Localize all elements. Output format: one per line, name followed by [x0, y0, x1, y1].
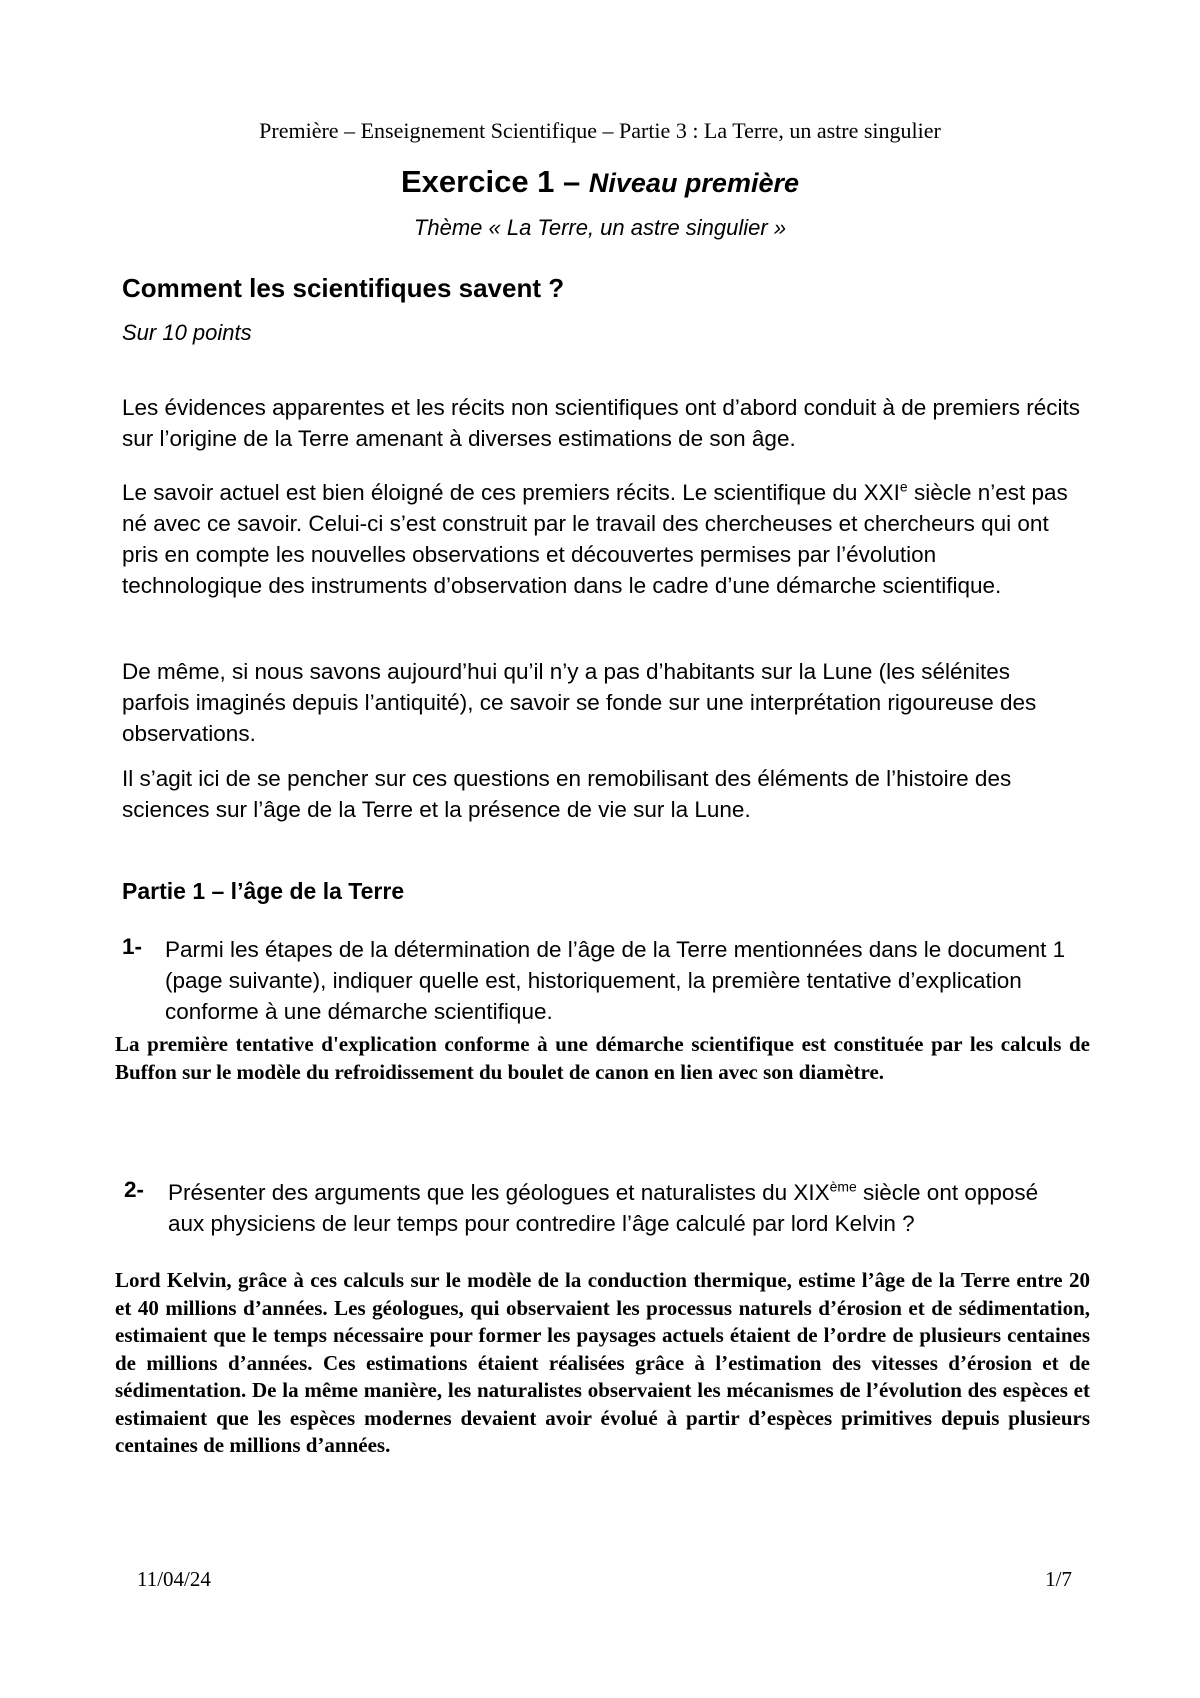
- question-2-before: Présenter des arguments que les géologues et naturalistes du XIX: [168, 1180, 830, 1205]
- intro-paragraph-3: De même, si nous savons aujourd’hui qu’il n’y a pas d’habitants sur la Lune (les sélénites parfois imaginés depuis l’antiquité), ce savoir se fonde sur une interprétation rigoureuse des observations.: [122, 659, 1037, 746]
- points-label: Sur 10 points: [122, 320, 252, 345]
- intro-paragraph-1: Les évidences apparentes et les récits non scientifiques ont d’abord conduit à de premiers récits sur l’origine de la Terre amenant à diverses estimations de son âge.: [122, 395, 1081, 451]
- answer-2: Lord Kelvin, grâce à ces calculs sur le modèle de la conduction thermique, estime l’âge de la Terre entre 20 et 40 millions d’années. Les géologues, qui observaient les processus naturels d’érosion et de sédimentation, estimaient que le temps nécessaire pour former les paysages actuels étaient de l’ordre de plusieurs centaines de millions d’années. Ces estimations étaient réalisées grâce à l’estimation des vitesses d’érosion et de sédimentation. De la même manière, les naturalistes observaient les mécanismes de l’évolution des espèces et estimaient que les espèces modernes devaient avoir évolué à partir d’espèces primitives depuis plusieurs centaines de millions d’années.: [115, 1268, 1090, 1457]
- section-heading: Comment les scientifiques savent ?: [122, 273, 565, 303]
- answer-1: La première tentative d'explication conforme à une démarche scientifique est constituée par les calculs de Buffon sur le modèle du refroidissement du boulet de canon en lien avec son diamètre.: [115, 1032, 1090, 1084]
- course-header: Première – Enseignement Scientifique – Partie 3 : La Terre, un astre singulier: [259, 118, 941, 143]
- footer-page-number: 1/7: [1045, 1567, 1072, 1591]
- part1-heading: Partie 1 – l’âge de la Terre: [122, 878, 405, 904]
- intro-paragraph-2: [122, 477, 1082, 601]
- exercise-title: [0, 164, 1200, 200]
- question-2-number: 2-: [124, 1177, 145, 1202]
- exercise-title-main: Exercice 1 –: [401, 164, 589, 199]
- intro-p2-before: Le savoir actuel est bien éloigné de ces premiers récits. Le scientifique du XXI: [122, 480, 900, 505]
- question-2-after: siècle ont opposé aux physiciens de leur temps pour contredire l’âge calculé par lord Kelvin ?: [168, 1180, 1039, 1236]
- question-2-sup: ème: [829, 1178, 857, 1195]
- question-2-text: [168, 1177, 1078, 1239]
- footer-date: 11/04/24: [137, 1567, 211, 1591]
- exercise-level: Niveau première: [588, 168, 799, 198]
- question-1-text: Parmi les étapes de la détermination de l’âge de la Terre mentionnées dans le document 1 (page suivante), indiquer quelle est, historiquement, la première tentative d’explication conforme à une démarche scientifique.: [165, 937, 1066, 1024]
- intro-paragraph-4: Il s’agit ici de se pencher sur ces questions en remobilisant des éléments de l’histoire des sciences sur l’âge de la Terre et la présence de vie sur la Lune.: [122, 766, 1012, 822]
- question-1-number: 1-: [122, 934, 143, 959]
- exercise-theme: Thème « La Terre, un astre singulier »: [413, 215, 787, 240]
- intro-p2-after: siècle n’est pas né avec ce savoir. Celui-ci s’est construit par le travail des chercheuses et chercheurs qui ont pris en compte les nouvelles observations et découvertes permises par l’évolution technologique des instruments d’observation dans le cadre d’une démarche scientifique.: [122, 480, 1068, 598]
- intro-p2-sup: e: [899, 478, 908, 495]
